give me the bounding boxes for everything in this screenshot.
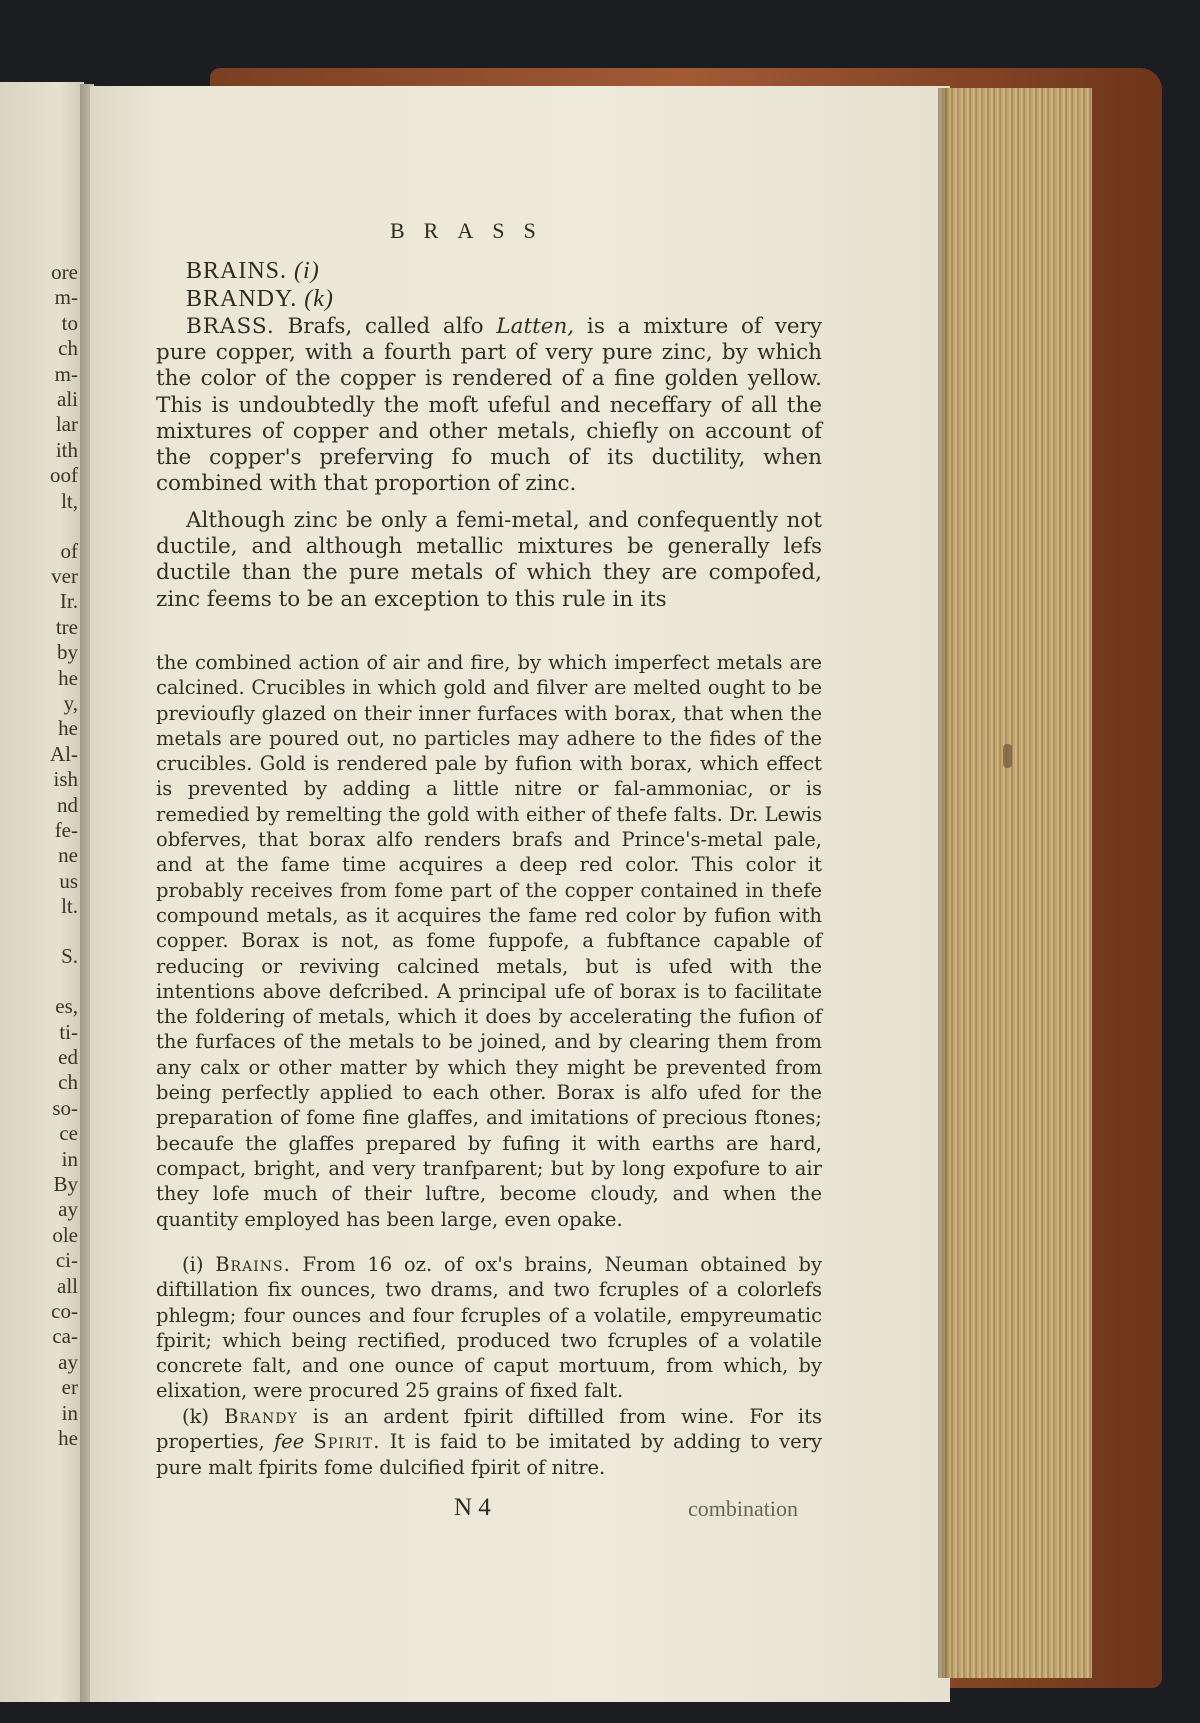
left-margin-fragment: ce xyxy=(59,1121,78,1146)
left-margin-fragment: ch xyxy=(58,336,78,361)
footnote-k-text-b: It is faid to be imitated by adding to very pure malt fpirits fome dulcified fpirit of nitre. xyxy=(156,1430,822,1479)
left-margin-fragment: ca- xyxy=(52,1324,78,1349)
footnote-k-text-a: is an ardent fpirit diftilled from wine. For its properties, xyxy=(156,1405,823,1454)
brass-text-a: Brafs, called alfo xyxy=(287,314,497,339)
left-margin-fragment: y, xyxy=(63,691,78,715)
left-margin-fragment: in xyxy=(61,1400,78,1425)
left-margin-fragment: ed xyxy=(58,1045,78,1069)
left-margin-fragment: ci- xyxy=(55,1248,78,1273)
left-margin-fragment: m- xyxy=(54,285,78,310)
left-margin-fragment: lt. xyxy=(61,894,78,919)
brass-text-b: is a mixture of very pure copper, with a fourth part of very pure zinc, by which the color of the copper is rendered of a fine golden yellow. This is undoubtedly the moft ufeful and neceffary of all the mixtures of copper and other metals, chiefly on account of the copper's preferving fo much of its ductility, when combined with that proportion of zinc. xyxy=(156,314,822,497)
footnote-k-see: fee xyxy=(273,1430,305,1454)
left-margin-fragment: ith xyxy=(55,437,78,462)
left-margin-fragment: in xyxy=(61,1146,78,1171)
footnote-continuation: the combined action of air and fire, by which imperfect metals are calcined. Crucibles in which gold and filver are melted ought to be previoufly glazed on their inner furfaces with borax, that when the metals are poured out, no particles may adhere to the fides of the crucibles. Gold is rendered pale by fufion with borax, which effect is prevented by adding a little nitre or fal-ammoniac, or is remedied by remelting the gold with either of thefe falts. Dr. Lewis obferves, that borax alfo renders brafs and Prince's-metal pale, and at the fame time acquires a deep red color. This color it probably receives from fome part of the copper contained in thefe compound metals, as it acquires the fame red color by fufion with copper. Borax is not, as fome fuppofe, a fubftance capable of reducing or reviving calcined metals, but is ufed with the intentions above defcribed. A principal ufe of borax is to facilitate the foldering of metals, which it does by accelerating the fufion of the furfaces of the metals to be joined, and by clearing them from any calx or other matter by which they might be prevented from being perfectly applied to each other. Borax is alfo ufed for the preparation of fome fine glaffes, and imitations of precious ftones; becaufe the glaffes prepared by fufing it with earths are hard, compact, bright, and very tranfparent; but by long expofure to air they lofe much of their luftre, become cloudy, and when the quantity employed has been large, even opake. xyxy=(156,651,822,1231)
entry-brass-paragraph-2: Although zinc be only a femi-metal, and confequently not ductile, and although metallic mixtures be generally lefs ductile than the pure metals of which they are compofed, zinc feems to be an exception to this rule in its xyxy=(156,508,822,612)
left-margin-fragment: By xyxy=(53,1172,78,1196)
heading-brass-word: BRASS. xyxy=(186,314,275,339)
entry-brass-paragraph-1 xyxy=(156,314,822,497)
heading-brains-ref: (i) xyxy=(294,258,320,284)
left-margin-fragment: ole xyxy=(52,1222,78,1247)
left-margin-fragment: lt, xyxy=(61,488,78,513)
left-margin-fragment: ti- xyxy=(59,1019,78,1044)
fore-edge-shadow xyxy=(938,88,952,1678)
left-margin-fragment: tre xyxy=(55,614,78,639)
left-margin-fragment: Al- xyxy=(50,741,78,766)
footnote-k xyxy=(156,1404,822,1480)
heading-brains xyxy=(186,258,320,285)
left-margin-fragment: us xyxy=(59,868,78,893)
footnote-i xyxy=(156,1252,822,1404)
left-margin-fragment: lar xyxy=(55,412,78,437)
left-margin-fragment: ver xyxy=(51,564,78,588)
left-margin-fragment: ore xyxy=(51,260,78,284)
left-margin-fragment: ay xyxy=(58,1349,78,1374)
left-margin-fragment: oof xyxy=(50,463,78,488)
footnote-k-xref: Spirit. xyxy=(313,1430,381,1454)
signature-mark: N 4 xyxy=(454,1494,491,1521)
left-margin-fragment: ne xyxy=(58,843,78,868)
left-margin-fragment: co- xyxy=(51,1299,78,1323)
ink-smudge xyxy=(1003,744,1012,768)
left-margin-fragment: nd xyxy=(57,792,78,817)
left-margin-fragment: S. xyxy=(61,944,78,969)
fore-edge-pages xyxy=(942,88,1092,1678)
left-margin-fragment: by xyxy=(57,640,78,665)
footnote-k-label: Brandy xyxy=(224,1405,298,1428)
heading-brandy-ref: (k) xyxy=(304,286,334,312)
footnote-i-text: From 16 oz. of ox's brains, Neuman obtained by diftillation fix ounces, two drams, and two fcruples of a colorlefs phlegm; four ounces and four fcruples of a volatile, empyreumatic fpirit; which being rectified, produced two fcruples of a volatile concrete falt, and one ounce of caput mortuum, from which, by elixation, were procured 25 grains of fixed falt. xyxy=(156,1253,822,1403)
left-margin-fragment: he xyxy=(58,716,78,741)
left-margin-fragment: ali xyxy=(57,387,78,411)
left-margin-fragment: er xyxy=(61,1375,78,1400)
left-margin-fragment: of xyxy=(60,538,78,563)
heading-brains-word: BRAINS. xyxy=(186,258,288,284)
left-margin-fragment: m- xyxy=(54,361,78,386)
left-margin-fragment: all xyxy=(57,1273,78,1298)
heading-brandy xyxy=(186,286,334,313)
left-margin-fragment: es, xyxy=(55,994,78,1019)
left-margin-fragment: to xyxy=(61,310,78,335)
catchword: combination xyxy=(688,1496,798,1521)
left-margin-fragment: Ir. xyxy=(59,589,78,614)
left-margin-fragment: so- xyxy=(52,1095,78,1120)
left-page xyxy=(0,82,84,1702)
heading-brandy-word: BRANDY. xyxy=(186,286,298,312)
footnote-i-label: Brains. xyxy=(215,1253,291,1276)
left-margin-fragment: ish xyxy=(53,767,78,792)
left-margin-fragment: he xyxy=(58,665,78,690)
left-margin-fragment: ay xyxy=(58,1197,78,1222)
left-margin-fragment: fe- xyxy=(54,818,78,842)
footnote-i-mark: (i) xyxy=(182,1253,204,1276)
running-head: BRASS xyxy=(390,218,555,243)
left-margin-fragment: he xyxy=(58,1426,78,1450)
left-margin-fragment: ch xyxy=(58,1070,78,1095)
footnote-k-mark: (k) xyxy=(182,1405,210,1428)
brass-italic-latten: Latten, xyxy=(496,314,575,339)
